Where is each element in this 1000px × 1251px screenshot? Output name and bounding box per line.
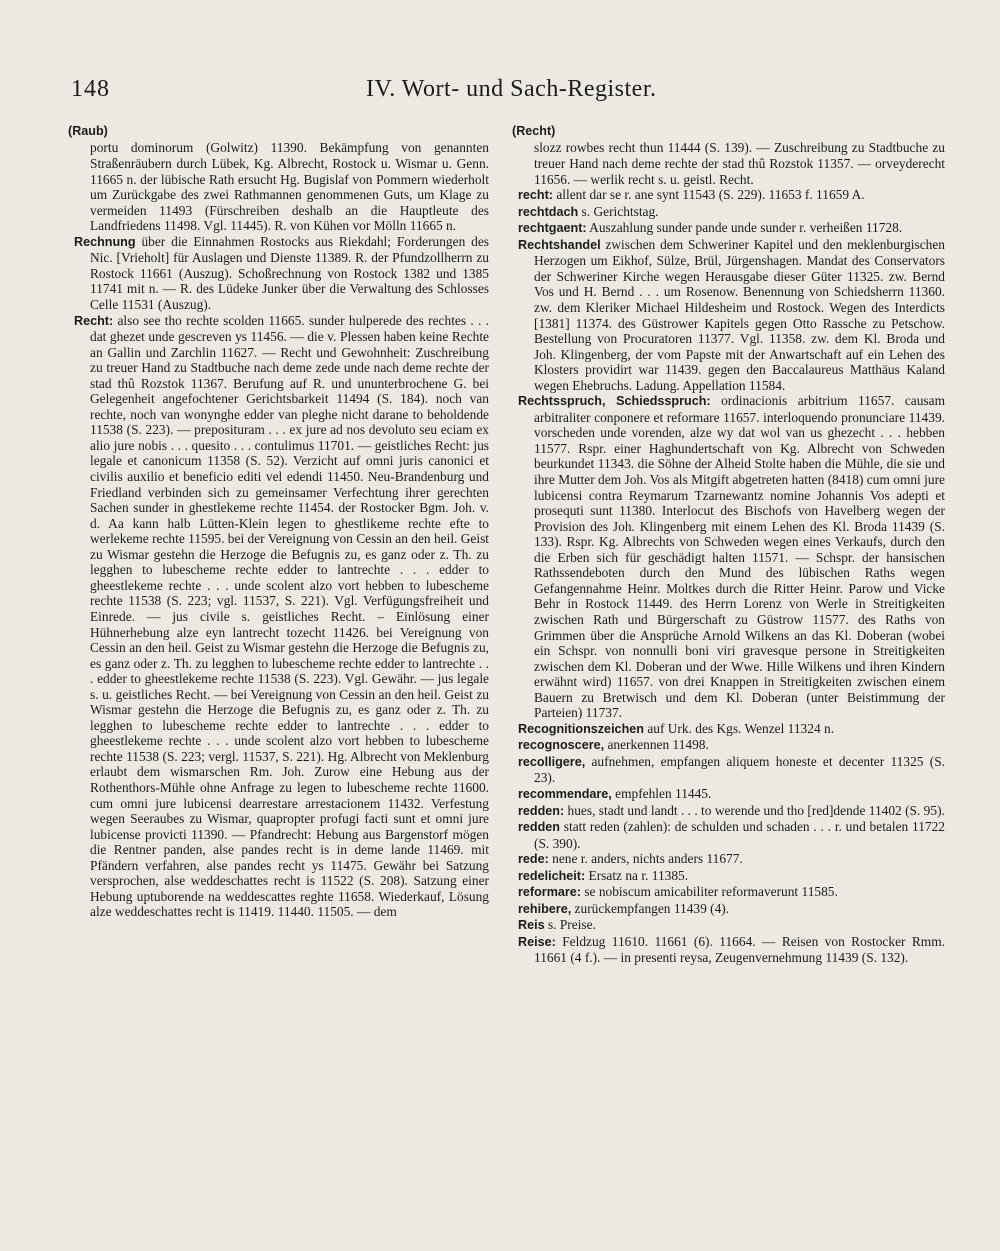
page-number: 148	[71, 76, 110, 102]
entry-headword: rechtdach	[518, 204, 579, 219]
entry-text: s. Gerichtstag.	[578, 203, 659, 219]
entry-text: s. Preise.	[544, 917, 596, 933]
continuation-head: (Recht)	[512, 124, 556, 138]
register-entry	[518, 140, 945, 188]
entry-headword: recht:	[518, 188, 553, 203]
entry-text: Feldzug 11610. 11661 (6). 11664. — Reisen von Rostocker Rmm. 11661 (4 f.). — in presenti reysa, Zeugenvernehmung 11439 (S. 132).	[534, 933, 945, 966]
register-entry	[518, 204, 945, 221]
entry-headword: Rechtsspruch, Schiedsspruch:	[518, 394, 711, 409]
entry-headword: rede:	[518, 852, 549, 867]
entry-text: aufnehmen, empfangen aliquem honeste et decenter 11325 (S. 23).	[534, 753, 945, 786]
register-entry	[518, 220, 945, 237]
register-entry	[74, 140, 489, 234]
entry-headword: Reis	[518, 918, 545, 933]
register-entry	[518, 884, 945, 901]
register-entry	[74, 313, 489, 920]
entry-headword: rehibere,	[518, 901, 572, 916]
register-entry	[518, 786, 945, 803]
register-entry	[518, 934, 945, 966]
entry-text: nene r. anders, nichts anders 11677.	[548, 851, 743, 867]
right-column	[512, 124, 945, 966]
entry-text: hues, stadt und landt . . . to werende und tho [red]dende 11402 (S. 95).	[564, 802, 945, 818]
entry-text: statt reden (zahlen): de schulden und schaden . . . r. und betalen 11722 (S. 390).	[534, 819, 945, 851]
entry-headword: redden:	[518, 803, 565, 818]
entry-text: also see tho rechte scolden 11665. sunder hulperede des rechtes . . . dat ghezet unde gescreven ys 11456. — die v. Plessen haben keine Rechte an Gallin und Zarchlin 11627. — Recht und Gewohnheit: Zuschreibung zu treuer Hand zu Stadtbuche nach deme zede unde nach deme rechte der stad thû Rozstok 11367. Berufung auf R. und ununterbrochene G. bei Gelegenheit angefochtener Gerichtsbarkeit 11494 (S. 184). noch van rechte, noch van wonynghe edder van pleghe nicht darane to beholdende 11538 (S. 223). — preposituram . . . ex jure ad nos devoluto seu eciam ex alio jure nobis . . . quesito . . . contulimus 11701. — geistliches Recht: jus legale et canonicum 11358 (S. 52). Verzicht auf omni juris canonici et civilis auxilio et beneficio editi vel edendi 11450. Neu-Brandenburg und Friedland verbinden sich zu gemeinsamer Verfechtung ihrer gerechten Sachen sunder in ghestlekeme rechte 11454. der Rostocker Bgm. Joh. v. d. Aa kann halb Lütten-Klein legen to ghestlikeme rechte efte to werlekeme rechte 11595. bei der Vereignung von Cessin an den heil. Geist zu Wismar gestehn die Herzoge die Befugnis zu, es ganz oder z. Th. zu legghen to lubescheme rechte edder to lantrechte . . . edder to gheestlekeme rechte . . . unde scolent alzo vort hebben to lubescheme rechte 11538 (S. 223; vgl. 11537, S. 221). Vgl. Verfügungsfreiheit und Einrede. — jus civile s. geistliches Recht. – Einlösung einer Hühnerhebung alze eyn lantrecht tozecht 11426. bei Vereignung von Cessin an den heil. Geist zu Wismar gestehn die Herzoge die Befugnis zu, es ganz oder z. Th. zu legghen to lubescheme rechte edder to lantrechte . . . edder to gheestlekeme rechte 11538 (S. 223). Vgl. Gewähr. — jus legale s. u. geistliches Recht. — bei Vereignung von Cessin an den heil. Geist zu Wismar gestehn die Herzoge die Befugnis zu, es ganz oder z. Th. zu legghen to lubescheme rechte edder to lantrechte . . . edder to gheestlekeme rechte . . . unde scolent alzo vort hebben to lubescheme rechte 11538 (S. 223; vergl. 11537, S. 221). Hg. Albrecht von Meklenburg erlaubt dem wismarschen Rm. Joh. Zurow eine Hebung aus der Rothenthors-Mühle ohne Anfrage zu legen to lubescheme rechte 11600. cum omni jure lubicensi dearrestare arrestacionem 11432. Verfestung wegen Seeraubes zu Wismar, quapropter profugi facti sunt et omni jure lubicense provicti 11390. — Pfandrecht: Hebung aus Bargenstorf mögen die Rentner panden, alse pandes recht is in deme lande 11469. mit Pfändern verfahren, alse pandes recht ys 11475. Gewähr bei Satzung versprochen, alse weddeschattes recht is 11522 (S. 208). Satzung einer Hebung uptuborende na weddescattes reghte 11658. Wiederkauf, Lösung alze weddeschattes recht is 11419. 11440. 11505. — dem	[90, 312, 489, 920]
entry-headword: recommendare,	[518, 786, 612, 801]
entry-text: portu dominorum (Golwitz) 11390. Bekämpfung von genannten Straßenräubern durch Lübek, Kg. Albrecht, Rostock u. Wismar u. Genn. 11665 n. der lübische Rath ersucht Hg. Bugislaf von Pommern wiederholt um Zurückgabe des zwei Rathmannen genommenen Guts, um Klage zu vermeiden 11493 (Fürschreiben deshalb an die Hauptleute des Landfriedens 11498. Vgl. 11445). R. von Kühen vor Mölln 11665 n.	[90, 139, 489, 234]
entry-text: ordinacionis arbitrium 11657. causam arbitraliter conponere et reformare 11657. interloquendo pronunciare 11439. vorscheden unde vorenden, alze wy dat wol van us ghezecht . . . hebben 11577. Rspr. einer Haghundertschaft von Kg. Albrecht von Schweden beurkundet 11343. die Söhne der Alheid Stolte haben die Mühle, die sie und ihre Mutter dem Joh. Vos als Mitgift abgetreten hatten (8418) cum omni jure lubicensi contra Reymarum Tzarnewantz nomine Johannis Vos adepti et prosequti sunt 11380. Interlocut des Bischofs von Havelberg wegen der Provision des Joh. Klingenberg mit einem Lehen des Kl. Broda 11439 (S. 133). Rspr. Kg. Albrechts von Schweden wegen eines Verkaufs, durch den die Erben sich für geschädigt halten 11571. — Schspr. der hansischen Rathssendeboten durch den Mund des lübischen Raths wegen Gefangennahme Heinr. Moltkes durch die Ritter Heinr. Parow und Vicke Behr in Rostock 11449. des Herrn Lorenz von Werle in Streitigkeiten zwischen Rath und Bürgerschaft zu Güstrow 11577. des Raths von Grimmen über die Ansprüche Arnold Wilkens an das Kl. Doberan (wobei ein Schspr. von nonnulli boni viri gravesque persone in Streitigkeiten zwischen dem Kl. Doberan und der Wwe. Hille Wilkens und ihren Kindern erwähnt wird) 11657. von drei Knappen in Streitigkeiten zwischen einem Bauern zu Bretwisch und dem Kl. Doberan (unter Beistimmung der Parteien) 11737.	[534, 393, 945, 721]
entry-text: Ersatz na r. 11385.	[585, 867, 689, 883]
entry-headword: Recht:	[74, 313, 114, 328]
entry-headword: Rechnung	[74, 234, 136, 249]
entry-headword: Reise:	[518, 934, 556, 949]
continuation-head: (Raub)	[68, 124, 108, 138]
entry-headword: Rechtshandel	[518, 237, 601, 252]
register-entry	[518, 819, 945, 851]
entry-headword: redelicheit:	[518, 868, 586, 883]
entry-text: allent dar se r. ane synt 11543 (S. 229). 11653 f. 11659 A.	[553, 187, 865, 203]
entry-text: empfehlen 11445.	[611, 785, 712, 801]
entry-text: zurückempfangen 11439 (4).	[571, 900, 730, 916]
entry-text: auf Urk. des Kgs. Wenzel 11324 n.	[643, 720, 835, 736]
register-entry	[518, 917, 945, 934]
register-entry	[518, 721, 945, 738]
left-column	[68, 124, 489, 920]
register-entry	[518, 737, 945, 754]
register-entry	[518, 851, 945, 868]
entry-headword: rechtgaent:	[518, 221, 587, 236]
register-entry	[518, 393, 945, 720]
entry-text: zwischen dem Schweriner Kapitel und den meklenburgischen Herzogen um Eikhof, Sülze, Brül, Jürgenshagen. Mandat des Conservators der Schweriner Kirche wegen Herausgabe dieser Güter 11325. zw. Bernd Vos und H. Bernd . . . um Rosenow. Benennung von Schiedsherrn 11360. zw. dem Kleriker Michael Hildesheim und Rostock. Wegen des Interdicts [1381] 11374. des Güstrower Kapitels gegen Otto Rassche zu Petschow. Bestellung von Procuratoren 11377. Vgl. 11358. zw. dem Kl. Broda und Joh. Klingenberg, der vom Papste mit der Anwartschaft auf ein Lehen des Klosters providirt war 11439. gegen den Baccalaureus Matthäus Kaland wegen Ehebruchs. Ladung. Appellation 11584.	[534, 236, 945, 393]
entry-text: se nobiscum amicabiliter reformaverunt 11585.	[581, 884, 838, 900]
entry-text: Auszahlung sunder pande unde sunder r. verheißen 11728.	[586, 220, 903, 236]
register-entry	[518, 187, 945, 204]
entry-headword: redden	[518, 820, 560, 835]
register-entry	[518, 754, 945, 786]
page-title: IV. Wort- und Sach-Register.	[366, 76, 657, 102]
entry-headword: Recognitionszeichen	[518, 721, 644, 736]
entry-text: über die Einnahmen Rostocks aus Riekdahl; Forderungen des Nic. [Vrieholt] für Auslagen und Dienste 11389. R. der Pfundzollherrn zu Rostock 11661 (Auszug). Schoßrechnung von Rostock 1382 und 1385 11741 mit n. — R. des Lüdeke Junker über die Verwaltung des Schlosses Celle 11531 (Auszug).	[90, 233, 489, 313]
entry-headword: recognoscere,	[518, 738, 605, 753]
entry-text: anerkennen 11498.	[604, 737, 709, 753]
entry-headword: reformare:	[518, 885, 581, 900]
register-entry	[518, 803, 945, 820]
register-entry	[74, 234, 489, 313]
register-entry	[518, 237, 945, 393]
entry-text: slozz rowbes recht thun 11444 (S. 139). — Zuschreibung zu Stadtbuche zu treuer Hand nach deme rechte der stad thû Rozstok 11357. — orveyderecht 11656. — werlik recht s. u. geistl. Recht.	[534, 139, 945, 187]
register-entry	[518, 901, 945, 918]
entry-headword: recolligere,	[518, 754, 586, 769]
register-entry	[518, 868, 945, 885]
